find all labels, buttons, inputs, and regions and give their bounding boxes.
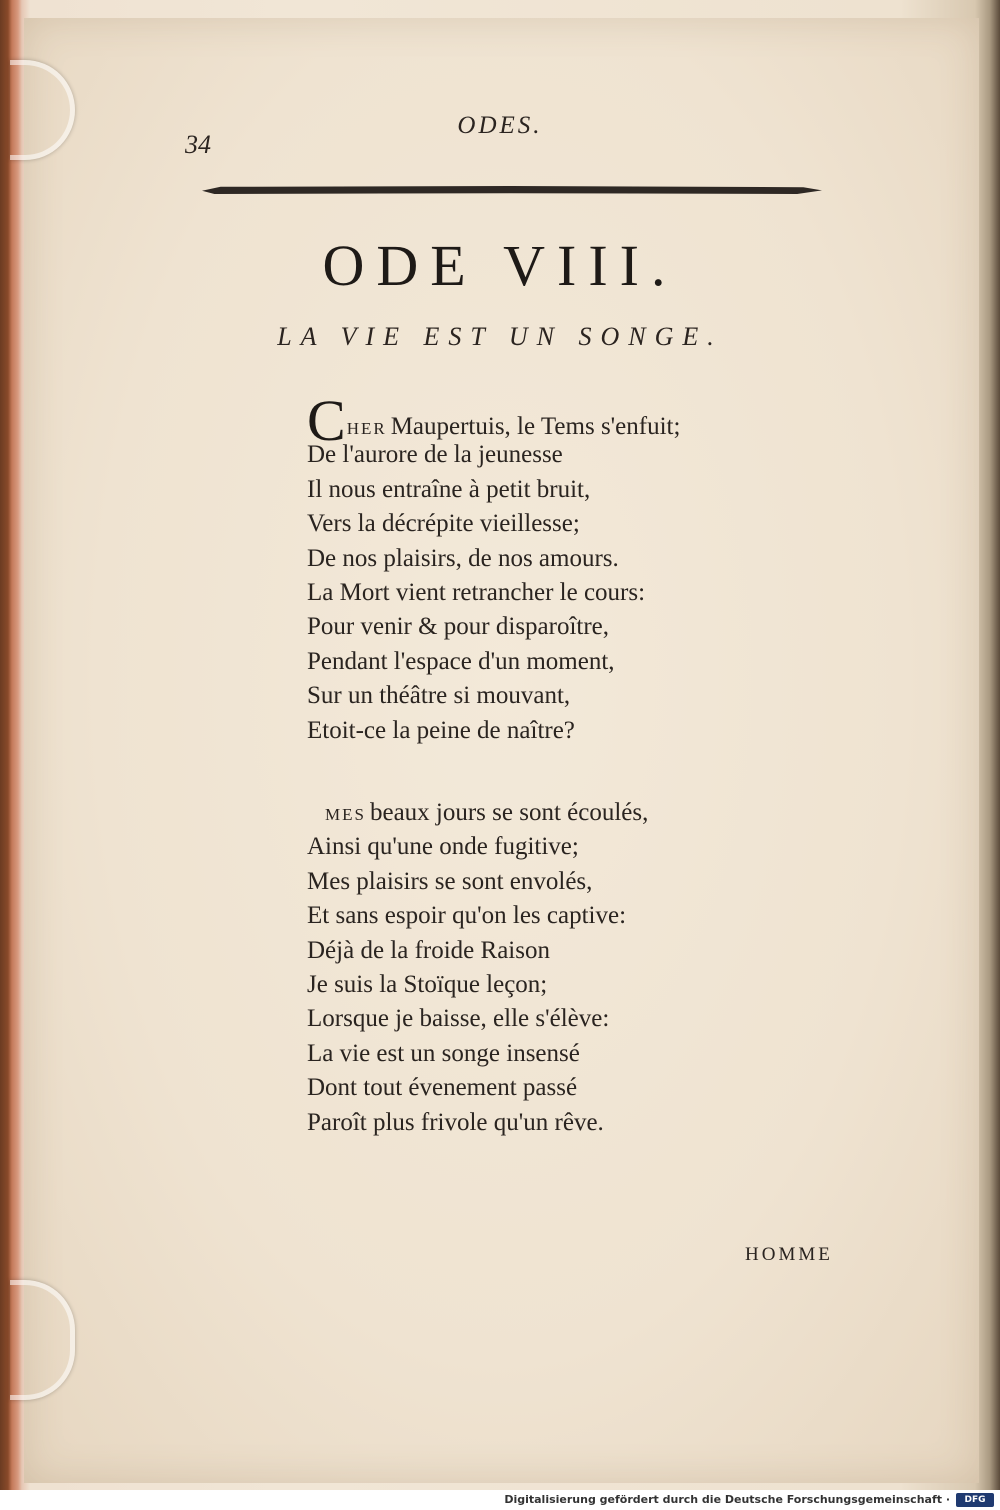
drop-capital: C — [307, 388, 346, 453]
stanza-line: Lorsque je baisse, elle s'élève: — [307, 1005, 610, 1033]
digitization-footer — [0, 1490, 1000, 1510]
stanza-line: Paroît plus frivole qu'un rêve. — [307, 1108, 604, 1136]
stanza-line: De nos plaisirs, de nos amours. — [307, 544, 619, 572]
page-number: 34 — [185, 130, 211, 159]
stanza-1 — [307, 388, 681, 748]
stanza-2 — [307, 796, 648, 1140]
stanza-line: Ainsi qu'une onde fugitive; — [307, 833, 579, 861]
opening-smallcaps: MES — [325, 805, 366, 824]
stanza-line: Vers la décrépite vieillesse; — [307, 510, 580, 538]
stanza-line: La Mort vient retrancher le cours: — [307, 578, 646, 606]
opening-smallcaps: HER — [346, 419, 387, 438]
funding-credit: Digitalisierung gefördert durch die Deutsche Forschungsgemeinschaft · — [504, 1493, 950, 1506]
stanza-line: Dont tout évenement passé — [307, 1074, 578, 1102]
stanza-line — [307, 796, 648, 830]
catchword: HOMME — [745, 1244, 833, 1265]
stanza-line: Pour venir & pour disparoître, — [307, 613, 610, 641]
running-head: ODES. — [457, 112, 543, 139]
ode-title: ODE VIII. — [322, 233, 678, 298]
dfg-logo-icon: DFG — [956, 1493, 994, 1507]
stanza-line: Et sans espoir qu'on les captive: — [307, 902, 627, 930]
stanza-line: La vie est un songe insensé — [307, 1039, 580, 1067]
first-line-text: beaux jours se sont écoulés, — [369, 799, 649, 826]
stanza-line: Je suis la Stoïque leçon; — [307, 970, 548, 998]
stanza-line: Déjà de la froide Raison — [307, 936, 550, 964]
stanza-line: Il nous entraîne à petit bruit, — [307, 475, 591, 503]
stanza-line: Pendant l'espace d'un moment, — [307, 647, 615, 675]
first-line-text: Maupertuis, le Tems s'enfuit; — [390, 413, 681, 440]
stanza-line: Etoit-ce la peine de naître? — [307, 716, 575, 744]
stanza-line: Sur un théâtre si mouvant, — [307, 682, 571, 710]
ode-subtitle: LA VIE EST UN SONGE. — [277, 322, 723, 351]
ornamental-rule — [202, 186, 822, 194]
stanza-line: Mes plaisirs se sont envolés, — [307, 867, 593, 895]
stanza-line — [307, 388, 681, 453]
stanza-line: De l'aurore de la jeunesse — [307, 441, 563, 469]
